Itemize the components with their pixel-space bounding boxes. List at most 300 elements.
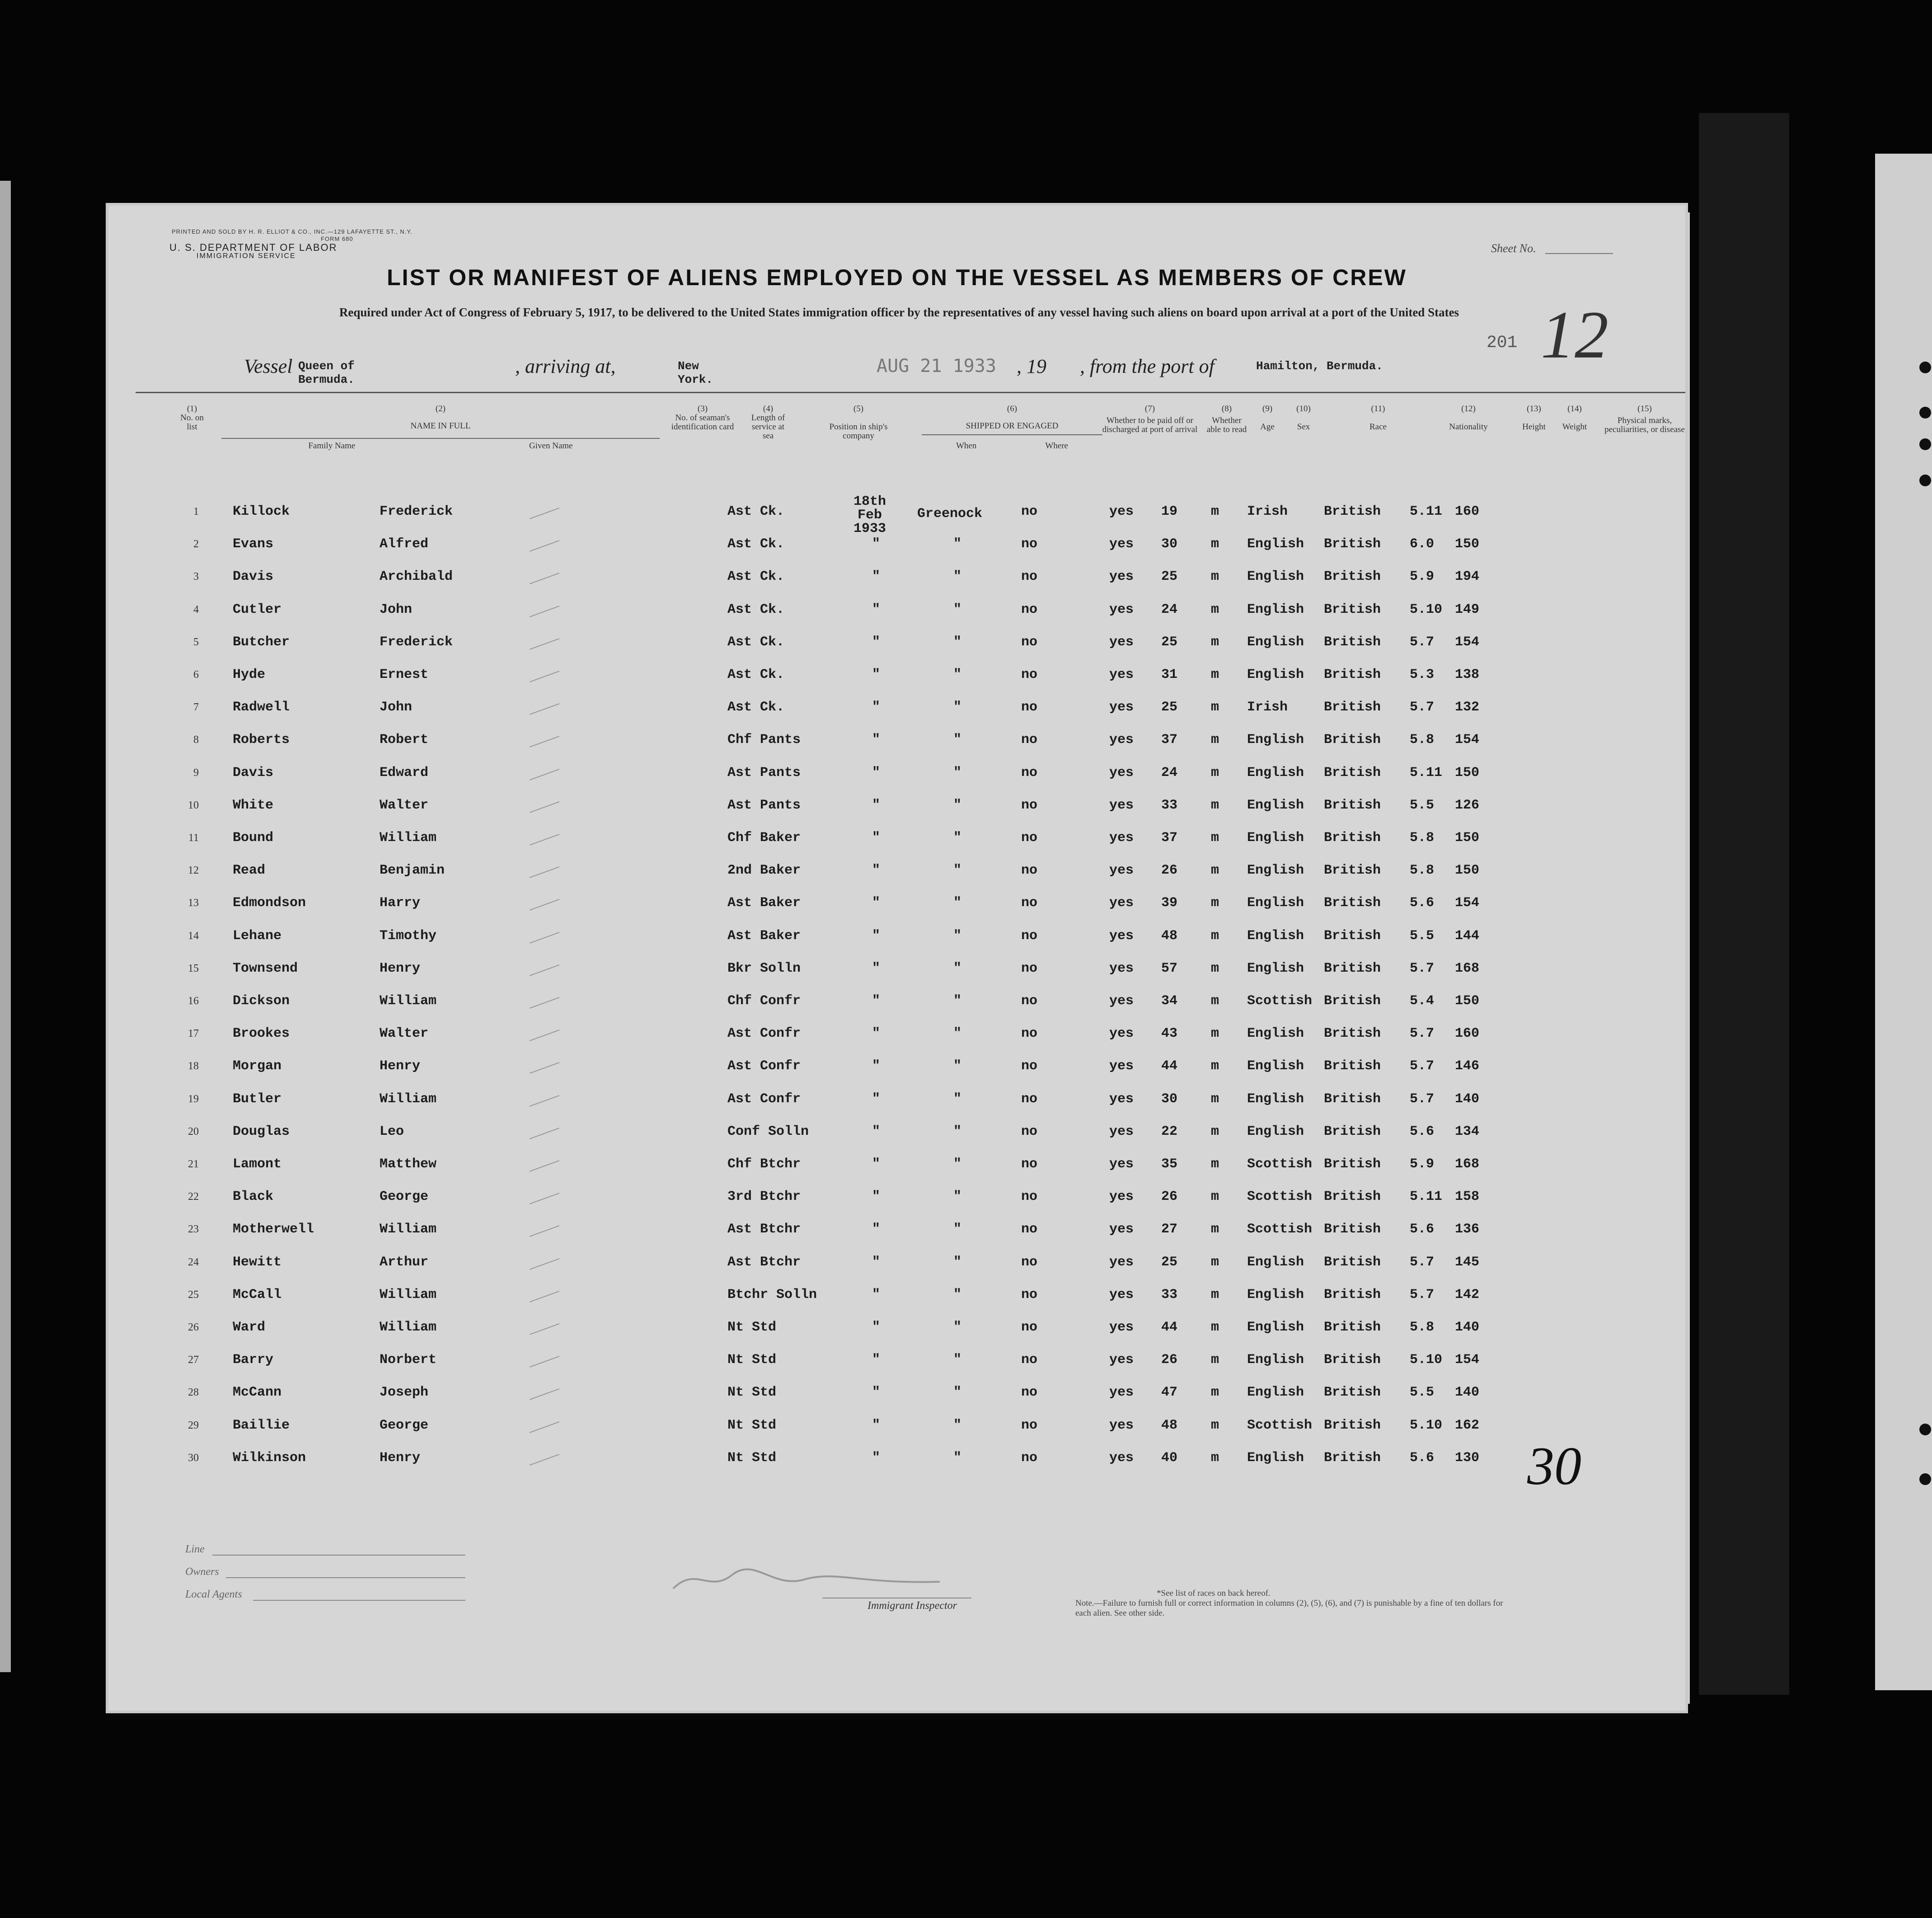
cell-race: English <box>1247 1450 1304 1466</box>
cell-sex: m <box>1211 700 1219 715</box>
cell-sex: m <box>1211 1058 1219 1074</box>
id-card-dash <box>530 1388 559 1400</box>
ditto-where: " <box>953 667 962 682</box>
right-film-strip <box>1875 154 1932 1690</box>
cell-pos: Conf Solln <box>727 1124 809 1139</box>
ditto-where: " <box>953 1385 962 1401</box>
row-number: 13 <box>188 897 199 909</box>
ditto-when: " <box>872 536 881 552</box>
cell-given: Walter <box>380 1026 429 1042</box>
cell-nat: British <box>1324 700 1381 715</box>
row-number: 25 <box>188 1288 199 1301</box>
id-card-dash <box>530 1030 559 1041</box>
cell-given: William <box>380 830 437 846</box>
cell-age: 39 <box>1161 895 1178 911</box>
ditto-where: " <box>953 1320 962 1335</box>
cell-wt: 145 <box>1455 1254 1480 1270</box>
arriving-port: New York. <box>678 359 713 386</box>
cell-given: Ernest <box>380 667 429 682</box>
row-number: 15 <box>188 962 199 974</box>
cell-family: Morgan <box>233 1058 282 1074</box>
cell-paid: no <box>1021 504 1038 519</box>
cell-read: yes <box>1109 1254 1134 1270</box>
cell-ht: 5.5 <box>1410 928 1435 944</box>
ditto-where: " <box>953 830 962 846</box>
cell-given: Matthew <box>380 1156 437 1172</box>
cell-family: Butler <box>233 1091 282 1107</box>
id-card-dash <box>530 638 559 650</box>
cell-sex: m <box>1211 1156 1219 1172</box>
col3-number: (3) <box>697 404 708 414</box>
cell-sex: m <box>1211 602 1219 617</box>
col15-label: Physical marks, peculiarities, or disease <box>1604 416 1685 434</box>
cell-paid: no <box>1021 1124 1038 1139</box>
row-number: 24 <box>188 1256 199 1268</box>
ditto-when: " <box>872 1254 881 1270</box>
cell-nat: British <box>1324 1320 1381 1335</box>
cell-given: Timothy <box>380 928 437 944</box>
cell-race: English <box>1247 797 1304 813</box>
row-number: 30 <box>188 1452 199 1464</box>
col2-family: Family Name <box>308 441 356 451</box>
cell-sex: m <box>1211 863 1219 879</box>
ditto-when: " <box>872 928 881 944</box>
cell-pos: Ast Baker <box>727 928 801 944</box>
cell-sex: m <box>1211 1417 1219 1433</box>
cell-nat: British <box>1324 928 1381 944</box>
ditto-when: " <box>872 1156 881 1172</box>
cell-age: 25 <box>1161 634 1178 650</box>
ditto-where: " <box>953 1058 962 1074</box>
cell-pos: Chf Confr <box>727 993 801 1009</box>
cell-family: Bound <box>233 830 274 846</box>
cell-ht: 5.3 <box>1410 667 1435 682</box>
cell-paid: no <box>1021 634 1038 650</box>
department-name: U. S. DEPARTMENT OF LABOR <box>169 242 338 253</box>
cell-given: George <box>380 1189 429 1205</box>
col11-label: Race <box>1369 422 1387 432</box>
cell-sex: m <box>1211 1091 1219 1107</box>
ditto-when: " <box>872 1417 881 1433</box>
cell-given: George <box>380 1417 429 1433</box>
cell-sex: m <box>1211 536 1219 552</box>
cell-pos: Ast Ck. <box>727 602 785 617</box>
ditto-when: " <box>872 667 881 682</box>
cell-nat: British <box>1324 1026 1381 1042</box>
row-number: 28 <box>188 1387 199 1399</box>
row-number: 11 <box>188 832 199 844</box>
ditto-where: " <box>953 960 962 976</box>
id-card-dash <box>530 736 559 747</box>
cell-paid: no <box>1021 1352 1038 1368</box>
cell-nat: British <box>1324 895 1381 911</box>
cell-age: 44 <box>1161 1058 1178 1074</box>
ditto-where: " <box>953 1124 962 1139</box>
ditto-when: " <box>872 960 881 976</box>
row-number: 22 <box>188 1191 199 1203</box>
printer-imprint <box>172 228 413 243</box>
row-number: 9 <box>193 766 199 779</box>
cell-given: John <box>380 700 413 715</box>
cell-nat: British <box>1324 1417 1381 1433</box>
row-number: 8 <box>193 734 199 746</box>
cell-wt: 154 <box>1455 895 1480 911</box>
year-label: , 19 <box>1017 355 1046 377</box>
col5-header <box>813 404 904 441</box>
cell-family: Cutler <box>233 602 282 617</box>
footer-note <box>1075 1589 1509 1618</box>
printer-text: PRINTED AND SOLD BY H. R. ELLIOT & CO., INC.—129 LAFAYETTE ST., N.Y. <box>172 228 413 235</box>
cell-read: yes <box>1109 667 1134 682</box>
row-number: 2 <box>193 538 199 550</box>
cell-ht: 5.11 <box>1410 765 1443 780</box>
cell-ht: 5.6 <box>1410 1222 1435 1237</box>
cell-family: Roberts <box>233 732 290 748</box>
cell-wt: 160 <box>1455 1026 1480 1042</box>
ditto-when: " <box>872 1091 881 1107</box>
cell-read: yes <box>1109 536 1134 552</box>
sheet-number-label: Sheet No. <box>1491 242 1536 255</box>
manifest-sheet <box>108 206 1685 1711</box>
cell-family: Lamont <box>233 1156 282 1172</box>
col4-number: (4) <box>763 404 774 414</box>
department-heading <box>169 243 338 260</box>
row-number: 10 <box>188 799 199 811</box>
cell-wt: 150 <box>1455 863 1480 879</box>
cell-read: yes <box>1109 960 1134 976</box>
inspector-signature <box>669 1561 949 1598</box>
from-label: , from the port of <box>1080 355 1215 377</box>
col5-number: (5) <box>853 404 864 414</box>
requirement-text: Required under Act of Congress of February 5, 1917, to be delivered to the United States immigration officer by the representatives of any vessel having such aliens on board upon arrival at a port of the United States <box>339 306 1459 319</box>
note-races: *See list of races on back hereof. <box>1157 1589 1271 1598</box>
ditto-when: " <box>872 830 881 846</box>
cell-pos: Ast Ck. <box>727 536 785 552</box>
cell-age: 26 <box>1161 863 1178 879</box>
cell-nat: British <box>1324 1091 1381 1107</box>
from-port: Hamilton, Bermuda. <box>1256 359 1383 373</box>
col15-number: (15) <box>1637 404 1652 414</box>
ditto-when: " <box>872 765 881 780</box>
cell-family: Baillie <box>233 1417 290 1433</box>
row-number: 17 <box>188 1028 199 1040</box>
ditto-when: " <box>872 634 881 650</box>
punch-hole <box>1919 475 1931 486</box>
handwritten-201: 201 <box>1487 333 1518 353</box>
cell-pos: Ast Confr <box>727 1091 801 1107</box>
cell-sex: m <box>1211 1254 1219 1270</box>
ditto-when: " <box>872 863 881 879</box>
cell-paid: no <box>1021 830 1038 846</box>
col2-given: Given Name <box>529 441 573 451</box>
id-card-dash <box>530 1356 559 1368</box>
cell-paid: no <box>1021 928 1038 944</box>
handwritten-12: 12 <box>1541 297 1608 372</box>
cell-nat: British <box>1324 830 1381 846</box>
cell-sex: m <box>1211 634 1219 650</box>
cell-family: Douglas <box>233 1124 290 1139</box>
cell-given: William <box>380 1091 437 1107</box>
col11-number: (11) <box>1371 404 1385 414</box>
cell-pos: Nt Std <box>727 1320 777 1335</box>
handwritten-total: 30 <box>1527 1436 1581 1496</box>
cell-pos: Nt Std <box>727 1385 777 1401</box>
id-card-dash <box>530 1095 559 1107</box>
cell-ht: 5.10 <box>1410 1417 1443 1433</box>
cell-nat: British <box>1324 667 1381 682</box>
cell-family: Barry <box>233 1352 274 1368</box>
cell-paid: no <box>1021 797 1038 813</box>
cell-age: 33 <box>1161 1287 1178 1302</box>
ditto-where: " <box>953 536 962 552</box>
cell-family: White <box>233 797 274 813</box>
cell-age: 34 <box>1161 993 1178 1009</box>
cell-family: Killock <box>233 504 290 519</box>
cell-paid: no <box>1021 602 1038 617</box>
cell-read: yes <box>1109 993 1134 1009</box>
cell-sex: m <box>1211 1189 1219 1205</box>
cell-given: Harry <box>380 895 421 911</box>
cell-read: yes <box>1109 1026 1134 1042</box>
cell-race: English <box>1247 1287 1304 1302</box>
cell-ht: 5.5 <box>1410 797 1435 813</box>
cell-nat: British <box>1324 1450 1381 1466</box>
cell-sex: m <box>1211 993 1219 1009</box>
cell-family: Evans <box>233 536 274 552</box>
col14-label: Weight <box>1562 422 1587 432</box>
cell-sex: m <box>1211 1124 1219 1139</box>
cell-read: yes <box>1109 1189 1134 1205</box>
id-card-dash <box>530 1258 559 1270</box>
cell-wt: 150 <box>1455 830 1480 846</box>
cell-paid: no <box>1021 700 1038 715</box>
ditto-where: " <box>953 928 962 944</box>
cell-given: Henry <box>380 1450 421 1466</box>
cell-age: 47 <box>1161 1385 1178 1401</box>
cell-paid: no <box>1021 993 1038 1009</box>
cell-family: Davis <box>233 569 274 585</box>
cell-age: 26 <box>1161 1352 1178 1368</box>
col6-when: When <box>956 441 977 451</box>
footer-agents-label: Local Agents <box>185 1589 242 1600</box>
form-number: FORM 680 <box>321 235 353 242</box>
cell-read: yes <box>1109 1287 1134 1302</box>
cell-ht: 6.0 <box>1410 536 1435 552</box>
row-number: 23 <box>188 1223 199 1236</box>
cell-nat: British <box>1324 536 1381 552</box>
col14-number: (14) <box>1567 404 1582 414</box>
ditto-when: " <box>872 602 881 617</box>
cell-race: English <box>1247 830 1304 846</box>
col11-header <box>1337 404 1419 432</box>
cell-age: 44 <box>1161 1320 1178 1335</box>
col1-number: (1) <box>187 404 197 414</box>
cell-race: Scottish <box>1247 1417 1313 1433</box>
cell-family: Hyde <box>233 667 266 682</box>
cell-read: yes <box>1109 830 1134 846</box>
row-number: 27 <box>188 1354 199 1366</box>
cell-nat: British <box>1324 765 1381 780</box>
punch-hole <box>1919 407 1931 418</box>
cell-paid: no <box>1021 1156 1038 1172</box>
ditto-when: " <box>872 1222 881 1237</box>
cell-paid: no <box>1021 1254 1038 1270</box>
id-card-dash <box>530 834 559 846</box>
id-card-dash <box>530 671 559 682</box>
cell-nat: British <box>1324 1156 1381 1172</box>
cell-read: yes <box>1109 1320 1134 1335</box>
cell-wt: 140 <box>1455 1091 1480 1107</box>
cell-ht: 5.10 <box>1410 602 1443 617</box>
cell-given: Frederick <box>380 634 453 650</box>
cell-wt: 136 <box>1455 1222 1480 1237</box>
cell-paid: no <box>1021 1189 1038 1205</box>
cell-family: Brookes <box>233 1026 290 1042</box>
cell-sex: m <box>1211 667 1219 682</box>
cell-paid: no <box>1021 895 1038 911</box>
inspector-label: Immigrant Inspector <box>868 1600 957 1612</box>
right-dark-edge <box>1699 113 1789 1695</box>
cell-ht: 5.7 <box>1410 1091 1435 1107</box>
cell-read: yes <box>1109 569 1134 585</box>
cell-paid: no <box>1021 1287 1038 1302</box>
id-card-dash <box>530 573 559 584</box>
cell-race: English <box>1247 536 1304 552</box>
cell-ht: 5.6 <box>1410 1124 1435 1139</box>
cell-family: Wilkinson <box>233 1450 306 1466</box>
cell-wt: 134 <box>1455 1124 1480 1139</box>
cell-race: English <box>1247 569 1304 585</box>
cell-race: Scottish <box>1247 1222 1313 1237</box>
cell-paid: no <box>1021 1385 1038 1401</box>
note-penalty: Note.—Failure to furnish full or correct information in columns (2), (5), (6), and (7) is punishable by a fine of ten dollars for each alien. See other side. <box>1075 1598 1503 1618</box>
ditto-where: " <box>953 797 962 813</box>
cell-nat: British <box>1324 863 1381 879</box>
cell-race: English <box>1247 928 1304 944</box>
cell-pos: 3rd Btchr <box>727 1189 801 1205</box>
col10-label: Sex <box>1297 422 1310 432</box>
cell-paid: no <box>1021 1320 1038 1335</box>
punch-hole <box>1919 438 1931 450</box>
cell-ht: 5.7 <box>1410 1026 1435 1042</box>
cell-read: yes <box>1109 1156 1134 1172</box>
ditto-where: " <box>953 895 962 911</box>
ditto-when: " <box>872 1287 881 1302</box>
cell-family: Hewitt <box>233 1254 282 1270</box>
cell-family: Edmondson <box>233 895 306 911</box>
cell-nat: British <box>1324 960 1381 976</box>
cell-ht: 5.4 <box>1410 993 1435 1009</box>
cell-race: English <box>1247 960 1304 976</box>
col12-number: (12) <box>1461 404 1476 414</box>
cell-sex: m <box>1211 765 1219 780</box>
id-card-dash <box>530 1323 559 1335</box>
row-number: 4 <box>193 603 199 616</box>
cell-family: Radwell <box>233 700 290 715</box>
cell-ht: 5.5 <box>1410 1385 1435 1401</box>
id-card-dash <box>530 508 559 519</box>
ditto-when: " <box>872 1124 881 1139</box>
cell-wt: 194 <box>1455 569 1480 585</box>
cell-nat: British <box>1324 634 1381 650</box>
cell-sex: m <box>1211 895 1219 911</box>
cell-sex: m <box>1211 504 1219 519</box>
cell-read: yes <box>1109 797 1134 813</box>
cell-read: yes <box>1109 1058 1134 1074</box>
cell-age: 35 <box>1161 1156 1178 1172</box>
cell-race: English <box>1247 602 1304 617</box>
id-card-dash <box>530 606 559 617</box>
cell-pos: Ast Ck. <box>727 700 785 715</box>
shipped-where-first: Greenock <box>917 506 983 522</box>
cell-paid: no <box>1021 732 1038 748</box>
ditto-where: " <box>953 1287 962 1302</box>
cell-age: 40 <box>1161 1450 1178 1466</box>
ditto-where: " <box>953 1352 962 1368</box>
cell-pos: Chf Btchr <box>727 1156 801 1172</box>
cell-pos: Nt Std <box>727 1352 777 1368</box>
row-number: 20 <box>188 1125 199 1138</box>
cell-ht: 5.8 <box>1410 830 1435 846</box>
cell-race: English <box>1247 634 1304 650</box>
cell-wt: 154 <box>1455 732 1480 748</box>
cell-ht: 5.9 <box>1410 569 1435 585</box>
id-card-dash <box>530 769 559 780</box>
cell-wt: 138 <box>1455 667 1480 682</box>
cell-family: Lehane <box>233 928 282 944</box>
cell-nat: British <box>1324 504 1381 519</box>
cell-pos: Ast Pants <box>727 797 801 813</box>
cell-age: 19 <box>1161 504 1178 519</box>
cell-nat: British <box>1324 1385 1381 1401</box>
cell-wt: 154 <box>1455 634 1480 650</box>
col8-header <box>1206 404 1247 434</box>
cell-wt: 140 <box>1455 1320 1480 1335</box>
cell-wt: 158 <box>1455 1189 1480 1205</box>
row-number: 14 <box>188 930 199 942</box>
cell-wt: 149 <box>1455 602 1480 617</box>
ditto-where: " <box>953 863 962 879</box>
cell-given: Frederick <box>380 504 453 519</box>
cell-sex: m <box>1211 1026 1219 1042</box>
cell-race: Scottish <box>1247 1156 1313 1172</box>
cell-paid: no <box>1021 1222 1038 1237</box>
col7-header <box>1098 404 1202 434</box>
cell-race: English <box>1247 667 1304 682</box>
cell-given: Walter <box>380 797 429 813</box>
cell-sex: m <box>1211 1385 1219 1401</box>
cell-read: yes <box>1109 700 1134 715</box>
ditto-where: " <box>953 1026 962 1042</box>
id-card-dash <box>530 1454 559 1466</box>
footer-owners-label: Owners <box>185 1566 219 1578</box>
ditto-when: " <box>872 895 881 911</box>
cell-age: 33 <box>1161 797 1178 813</box>
col13-number: (13) <box>1527 404 1541 414</box>
ditto-when: " <box>872 797 881 813</box>
col14-header <box>1554 404 1595 432</box>
id-card-dash <box>530 703 559 715</box>
cell-read: yes <box>1109 1222 1134 1237</box>
cell-nat: British <box>1324 732 1381 748</box>
cell-family: Davis <box>233 765 274 780</box>
cell-pos: Btchr Solln <box>727 1287 817 1302</box>
cell-paid: no <box>1021 1058 1038 1074</box>
ditto-where: " <box>953 1189 962 1205</box>
cell-nat: British <box>1324 1254 1381 1270</box>
cell-given: John <box>380 602 413 617</box>
cell-race: English <box>1247 1320 1304 1335</box>
